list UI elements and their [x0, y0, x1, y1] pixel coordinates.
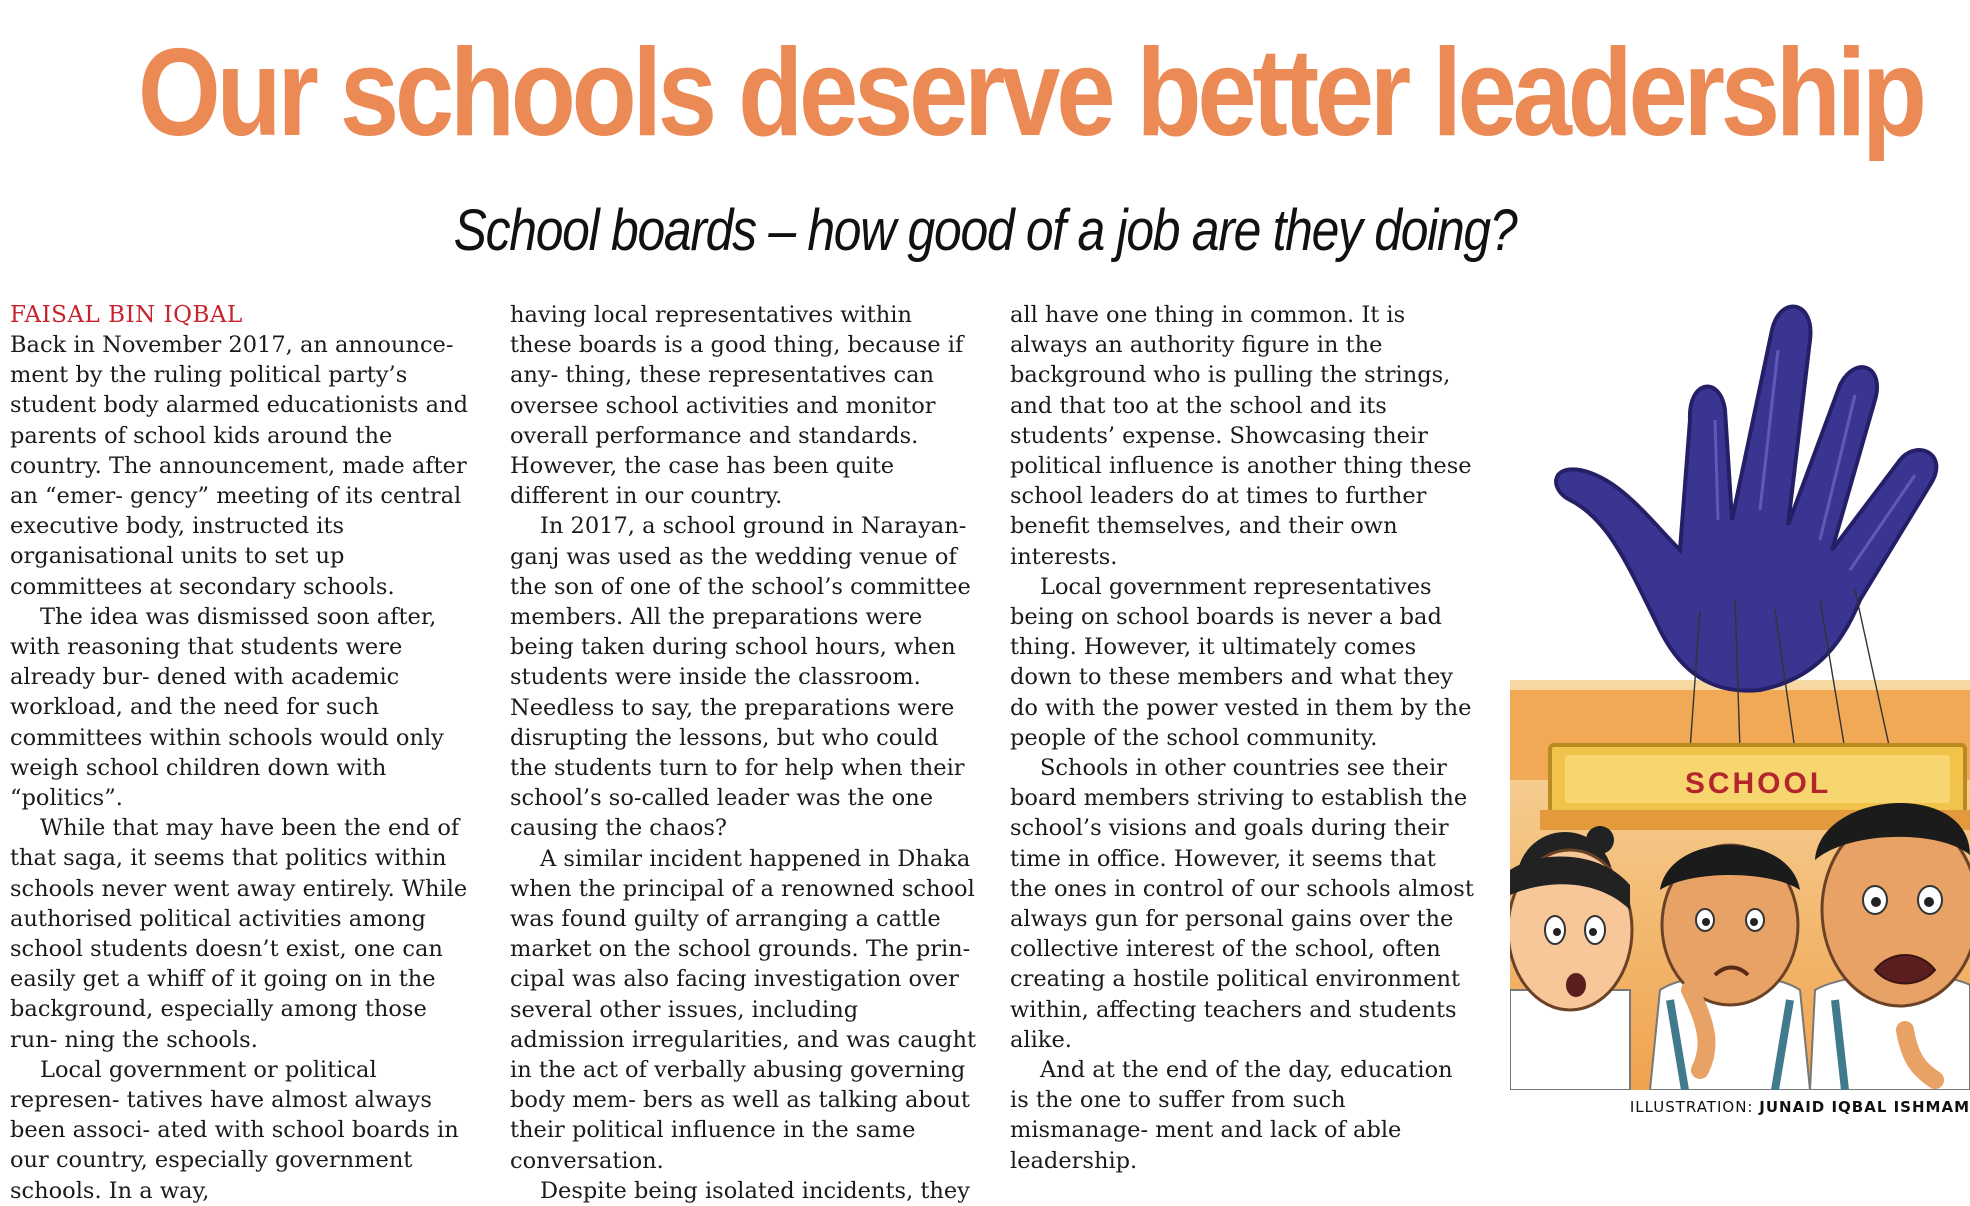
paragraph: Local government representatives being on school boards is never a bad thing. However, it ultimately comes down to these members and what they do with the power vested in them by the people of the school community.	[1010, 573, 1472, 751]
byline: FAISAL BIN IQBAL	[10, 302, 243, 328]
subheadline: School boards – how good of a job are they doing?	[453, 198, 1517, 263]
paragraph: Schools in other countries see their board members striving to establish the school’s visions and goals during their time in office. However, it seems that the ones in control of our schools almost always gun for personal gains over the collective interest of the school, often creating a hostile political environment within, affecting teachers and students alike.	[1010, 755, 1474, 1053]
credit-label: ILLUSTRATION:	[1629, 1098, 1754, 1116]
paragraph: Despite being isolated incidents, they	[540, 1177, 970, 1204]
illustration-credit	[1630, 1098, 1970, 1116]
paragraph: Local government or political represen- tatives have almost always been associ- ated with school boards in our country, especially government schools. In a way,	[10, 1056, 459, 1204]
paragraph: The idea was dismissed soon after, with reasoning that students were already bur- dened with academic workload, and the need for such committees within schools would only weigh school children down with “politics”.	[10, 603, 444, 812]
paragraph: While that may have been the end of that saga, it seems that politics within schools never went away entirely. While authorised political activities among school students doesn’t exist, one can easily get a whiff of it going on in the background, especially among those run- ning the schools.	[10, 815, 468, 1053]
credit-name: JUNAID IQBAL ISHMAM	[1759, 1098, 1970, 1116]
article-column-2	[510, 300, 978, 1206]
paragraph: all have one thing in common. It is always an authority figure in the background who is pulling the strings, and that too at the school and its students’ expense. Showcasing their political influence is another thing these school leaders do at times to further benefit themselves, and their own interests.	[1010, 302, 1472, 570]
headline: Our schools deserve better leadership	[137, 24, 1923, 162]
kid-middle	[1650, 845, 1810, 1090]
paragraph: In 2017, a school ground in Narayan- ganj was used as the wedding venue of the son of one of the school’s committee members. All the preparations were being taken during school hours, when students were inside the classroom. Needless to say, the preparations were disrupting the lessons, but who could the students turn to for help when their school’s so-called leader was the one causing the chaos?	[510, 513, 971, 842]
paragraph: A similar incident happened in Dhaka when the principal of a renowned school was found guilty of arranging a cattle market on the school grounds. The prin- cipal was also facing investigation over several other issues, including admission irregularities, and was caught in the act of verbally abusing governing body mem- bers as well as talking about their political influence in the same conversation.	[510, 845, 976, 1174]
paragraph: Back in November 2017, an announce- ment by the ruling political party’s student body alarmed educationists and parents of school kids around the country. The announcement, made after an “emer- gency” meeting of its central executive body, instructed its organisational units to set up committees at secondary schools.	[10, 332, 468, 600]
article-column-3	[1010, 300, 1478, 1176]
kid-right	[1810, 803, 1970, 1090]
puppeteer-hand-icon	[1556, 307, 1936, 691]
school-sign-text: SCHOOL	[1684, 767, 1832, 800]
article-column-1	[10, 300, 478, 1206]
paragraph: And at the end of the day, education is the one to suffer from such mismanage- ment and lack of able leadership.	[1010, 1057, 1453, 1174]
puppet-hand-illustration	[1510, 270, 1970, 1090]
paragraph: having local representatives within these boards is a good thing, because if any- thing, these representatives can oversee school activities and monitor overall performance and standards. However, the case has been quite different in our country.	[510, 302, 964, 510]
